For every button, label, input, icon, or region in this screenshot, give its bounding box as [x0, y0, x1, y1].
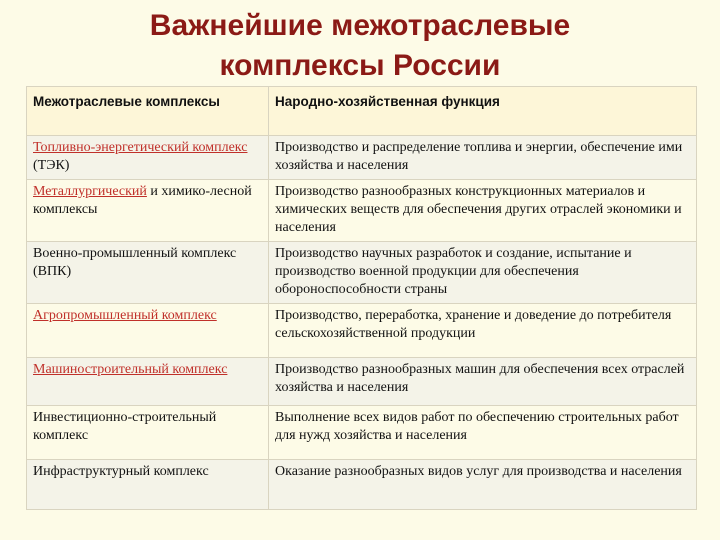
complex-link[interactable]: Металлургический: [33, 184, 147, 199]
complex-cell: [27, 304, 269, 358]
table-row: [27, 136, 697, 180]
table-row: [27, 358, 697, 406]
table-row: [27, 180, 697, 242]
title-line-2: комплексы России: [219, 49, 501, 82]
complex-link[interactable]: Машиностроительный комплекс: [33, 362, 228, 377]
complex-cell: [27, 136, 269, 180]
table-row: [27, 406, 697, 460]
complex-text: Военно-промышленный комплекс (ВПК): [33, 246, 237, 279]
complex-cell: [27, 358, 269, 406]
function-cell: Выполнение всех видов работ по обеспечению строительных работ для нужд хозяйства и населения: [269, 406, 697, 460]
table-row: [27, 304, 697, 358]
title-line-1: Важнейшие межотраслевые: [149, 9, 571, 42]
complex-text: (ТЭК): [33, 158, 70, 173]
complex-link[interactable]: Топливно-энергетический комплекс: [33, 140, 248, 155]
function-cell: Производство и распределение топлива и энергии, обеспечение ими хозяйства и населения: [269, 136, 697, 180]
table-header-row: [27, 87, 697, 136]
function-cell: Производство разнообразных конструкционных материалов и химических веществ для обеспечения других отраслей экономики и населения: [269, 180, 697, 242]
complex-text: Инфраструктурный комплекс: [33, 464, 209, 479]
complex-cell: [27, 406, 269, 460]
header-complexes: Межотраслевые комплексы: [27, 87, 269, 136]
function-cell: Производство научных разработок и создание, испытание и производство военной продукции для обеспечения обороноспособности страны: [269, 242, 697, 304]
complex-text: и химико-лесной комплексы: [33, 184, 252, 217]
function-cell: Оказание разнообразных видов услуг для производства и населения: [269, 460, 697, 510]
table-row: [27, 242, 697, 304]
slide-title: [0, 6, 720, 86]
function-cell: Производство разнообразных машин для обеспечения всех отраслей хозяйства и населения: [269, 358, 697, 406]
complexes-table: [26, 86, 697, 510]
function-cell: Производство, переработка, хранение и доведение до потребителя сельскохозяйственной продукции: [269, 304, 697, 358]
table-row: [27, 460, 697, 510]
complex-cell: [27, 180, 269, 242]
complex-cell: [27, 460, 269, 510]
complex-link[interactable]: Агропромышленный комплекс: [33, 308, 217, 323]
header-function: Народно-хозяйственная функция: [269, 87, 697, 136]
complex-text: Инвестиционно-строительный комплекс: [33, 410, 217, 443]
complex-cell: [27, 242, 269, 304]
